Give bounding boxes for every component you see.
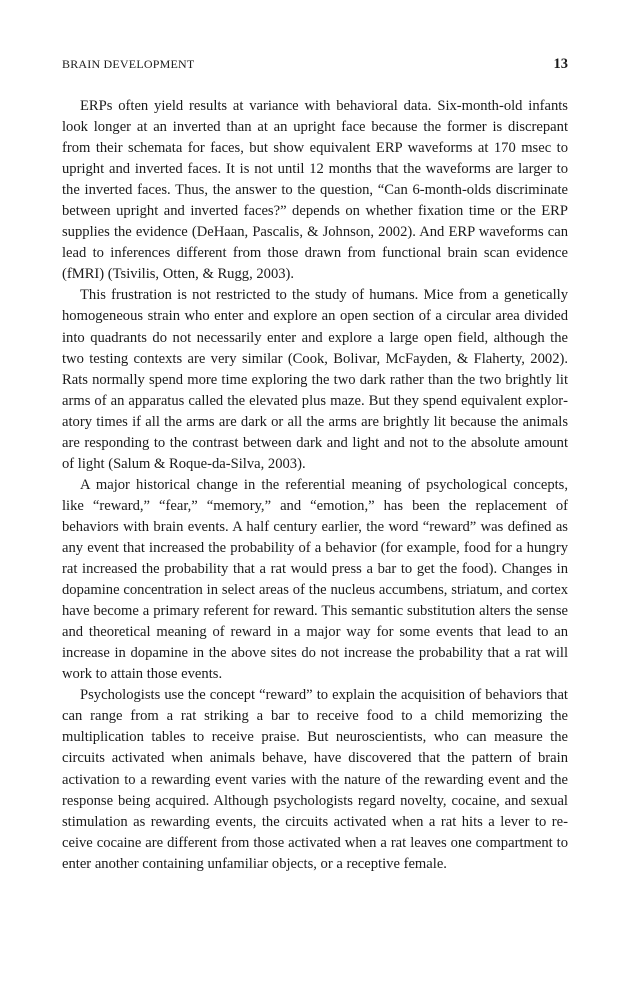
paragraph-reward-brain-circuits: Psychologists use the concept “reward” to explain the acquisition of behaviors that can range from a rat striking a bar to receive food to a child memorizing the multiplication tables to receive praise. But neuroscientists, who can measure the circuits activated when animals behave, have discovered that the pattern of brain activation to a rewarding event varies with the nature of the rewarding event and the response being acquired. Although psychologists regard novelty, cocaine, and sexual stimulation as rewarding events, the circuits activated when a rat hits a lever to receive cocaine are different from those activated when a rat leaves one compartment to enter another containing unfamiliar objects, or a receptive female. bbox=[62, 687, 568, 872]
paragraph-reward-meaning-change: A major historical change in the referential meaning of psychological concepts, like “reward,” “fear,” “memory,” and “emotion,” has been the replacement of behaviors with brain events. A half century earlier, the word “reward” was defined as any event that increased the probability of a behavior (for example, food for a hungry rat increased the probability that a rat would press a bar to get the food). Changes in dopamine concentration in select areas of the nucleus accumbens, striatum, and cortex have become a primary referent for reward. This semantic substitution alters the sense and theoretical meaning of reward in a major way for some events that lead to an increase in dopamine in the above sites do not increase the probability that a rat will work to attain those events. bbox=[62, 476, 568, 683]
body-text bbox=[62, 96, 568, 875]
running-title: BRAIN DEVELOPMENT bbox=[62, 57, 195, 71]
paragraph-erp-behavioral-data: ERPs often yield results at variance with behavioral data. Six-month-old infants look longer at an inverted than at an upright face because the former is discrepant from their schemata for faces, but show equivalent ERP waveforms at 170 msec to upright and inverted faces. It is not until 12 months that the waveforms are larger to the inverted faces. Thus, the answer to the question, “Can 6-month-olds discriminate between upright and inverted faces?” depends on whether fixation time or the ERP supplies the evidence (DeHaan, Pascalis, & Johnson, 2002). And ERP waveforms can lead to inferences different from those drawn from functional brain scan evidence (fMRI) (Tsivilis, Otten, & Rugg, 2003). bbox=[62, 98, 568, 283]
paragraph-mice-rats-exploration: This frustration is not restricted to the study of humans. Mice from a genetically homogeneous strain who enter and explore an open section of a circular area divided into quadrants do not necessarily enter and explore a large open field, although the two testing contexts are very similar (Cook, Bolivar, McFayden, & Flaherty, 2002). Rats normally spend more time exploring the two dark rather than the two brightly lit arms of an apparatus called the elevated plus maze. But they spend equivalent exploratory times if all the arms are dark or all the arms are brightly lit because the animals are responding to the contrast between dark and light and not to the absolute amount of light (Salum & Roque-da-Silva, 2003). bbox=[62, 287, 568, 472]
running-head bbox=[62, 55, 568, 73]
page-number: 13 bbox=[553, 56, 568, 72]
